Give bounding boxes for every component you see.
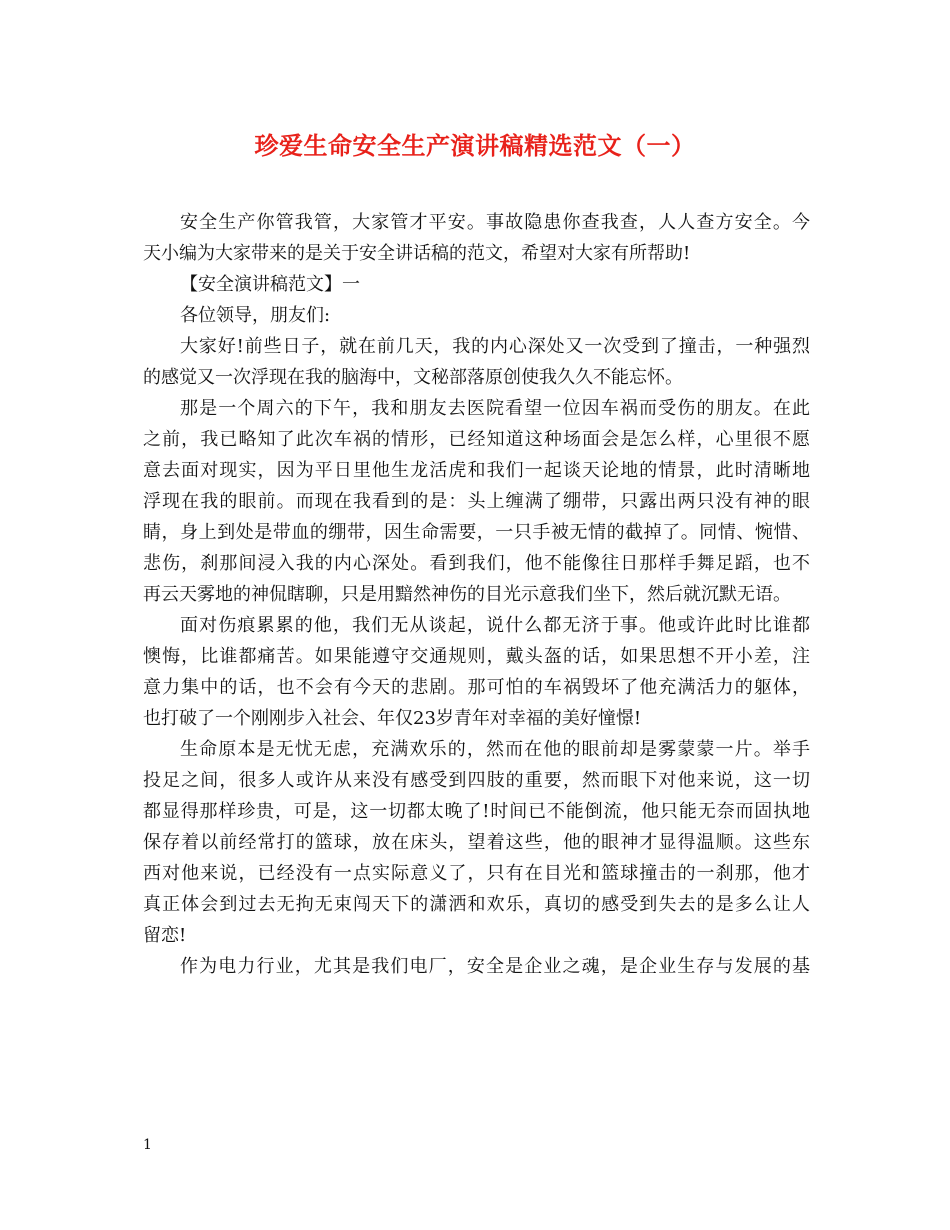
document-title: 珍爱生命安全生产演讲稿精选范文（一）	[254, 131, 696, 160]
document-body	[143, 207, 810, 982]
paragraph-line: 意去面对现实，因为平日里他生龙活虎和我们一起谈天论地的情景，此时清晰地	[143, 460, 810, 481]
paragraph-line: 那是一个周六的下午，我和朋友去医院看望一位因车祸而受伤的朋友。在此	[180, 398, 810, 419]
paragraph-line: 的感觉又一次浮现在我的脑海中，文秘部落原创使我久久不能忘怀。	[143, 367, 683, 388]
paragraph-line: 也打破了一个刚刚步入社会、年仅23岁青年对幸福的美好憧憬!	[143, 708, 642, 729]
paragraph-line: 浮现在我的眼前。而现在我看到的是：头上缠满了绷带，只露出两只没有神的眼	[143, 491, 810, 512]
paragraph-line: 投足之间，很多人或许从来没有感受到四肢的重要，然而眼下对他来说，这一切	[143, 770, 810, 791]
paragraph-line: 西对他来说，已经没有一点实际意义了，只有在目光和篮球撞击的一刹那，他才	[143, 863, 810, 884]
section-heading: 【安全演讲稿范文】一	[180, 274, 360, 295]
paragraph-line: 面对伤痕累累的他，我们无从谈起，说什么都无济于事。他或许此时比谁都	[180, 615, 810, 636]
paragraph-line: 真正体会到过去无拘无束闯天下的潇洒和欢乐，真切的感受到失去的是多么让人	[143, 894, 810, 915]
paragraph-line: 意力集中的话，也不会有今天的悲剧。那可怕的车祸毁坏了他充满活力的躯体，	[143, 677, 810, 698]
page-number: 1	[143, 1137, 152, 1153]
paragraph-line: 都显得那样珍贵，可是，这一切都太晚了!时间已不能倒流，他只能无奈而固执地	[143, 801, 810, 822]
paragraph-line: 生命原本是无忧无虑，充满欢乐的，然而在他的眼前却是雾蒙蒙一片。举手	[180, 739, 810, 760]
paragraph-line: 睛，身上到处是带血的绷带，因生命需要，一只手被无情的截掉了。同情、惋惜、	[143, 522, 810, 543]
paragraph-line: 之前，我已略知了此次车祸的情形，已经知道这种场面会是怎么样，心里很不愿	[143, 429, 810, 450]
paragraph-line: 再云天雾地的神侃瞎聊，只是用黯然神伤的目光示意我们坐下，然后就沉默无语。	[143, 584, 791, 605]
paragraph-line: 留恋!	[143, 925, 187, 946]
paragraph-line: 大家好!前些日子，就在前几天，我的内心深处又一次受到了撞击，一种强烈	[180, 336, 810, 357]
paragraph-line: 作为电力行业，尤其是我们电厂，安全是企业之魂，是企业生存与发展的基	[180, 956, 810, 977]
paragraph-line: 悲伤，刹那间浸入我的内心深处。看到我们，他不能像往日那样手舞足蹈，也不	[143, 553, 810, 574]
paragraph-line: 天小编为大家带来的是关于安全讲话稿的范文，希望对大家有所帮助!	[143, 243, 691, 264]
paragraph-line: 保存着以前经常打的篮球，放在床头，望着这些，他的眼神才显得温顺。这些东	[143, 832, 810, 853]
paragraph-line: 安全生产你管我管，大家管才平安。事故隐患你查我查，人人查方安全。今	[180, 212, 810, 233]
paragraph-line: 懊悔，比谁都痛苦。如果能遵守交通规则，戴头盔的话，如果思想不开小差，注	[143, 646, 810, 667]
salutation-line: 各位领导，朋友们:	[180, 305, 331, 326]
